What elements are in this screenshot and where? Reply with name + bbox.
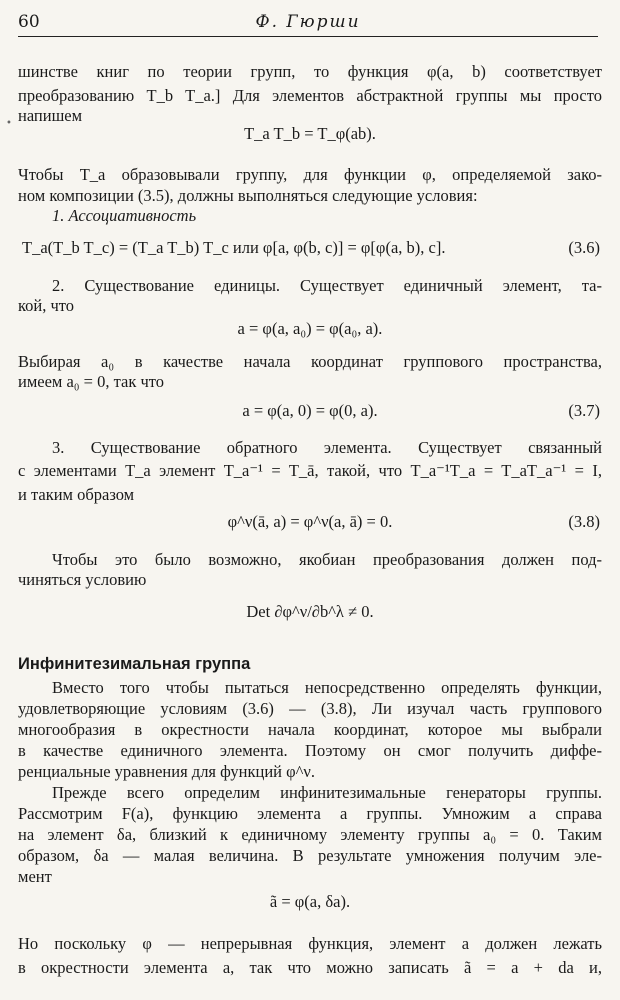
margin-mark: • <box>6 118 12 129</box>
text-line: 2. Существование единицы. Существует единичный элемент, та- <box>52 276 602 295</box>
page-header <box>18 10 598 37</box>
text-line: многообразия в окрестности начала координат, которое мы выбрали <box>18 720 602 739</box>
text-line: Рассмотрим F(a), функцию элемента a группы. Умножим a справа <box>18 804 602 823</box>
equation-number: (3.6) <box>568 238 600 257</box>
text-line: в качестве единичного элемента. Поэтому он смог получить диффе- <box>18 741 602 760</box>
text-line: Выбирая a₀ в качестве начала координат группового пространства, <box>18 352 602 371</box>
text-line: ренциальные уравнения для функций φ^ν. <box>18 762 315 781</box>
text-line: Но поскольку φ — непрерывная функция, элемент a должен лежать <box>18 934 602 953</box>
equation-tilde: ã = φ(a, δa). <box>269 892 351 911</box>
text-line: с элементами T_a элемент T_a⁻¹ = T_ā, такой, что T_a⁻¹T_a = T_aT_a⁻¹ = I, <box>18 461 602 480</box>
page-number: 60 <box>18 12 40 32</box>
text-line: ном композиции (3.5), должны выполняться следующие условия: <box>18 186 478 205</box>
text-line: Чтобы это было возможно, якобиан преобразования должен под- <box>52 550 602 569</box>
section-heading: Инфинитезимальная группа <box>18 655 251 673</box>
equation-unit: a = φ(a, a₀) = φ(a₀, a). <box>237 319 383 338</box>
equation-37: a = φ(a, 0) = φ(0, a). <box>242 401 378 420</box>
equation-determinant: Det ∂φ^ν/∂b^λ ≠ 0. <box>246 602 374 621</box>
text-line: и таким образом <box>18 485 135 504</box>
equation-product: T_a T_b = T_φ(ab). <box>244 124 376 143</box>
text-line: Прежде всего определим инфинитезимальные генераторы группы. <box>52 783 602 802</box>
condition-title: 1. Ассоциативность <box>52 206 197 225</box>
equation-number: (3.8) <box>568 512 600 531</box>
text-line: мент <box>18 867 52 886</box>
text-line: Чтобы T_a образовывали группу, для функции φ, определяемой зако- <box>18 165 602 184</box>
text-line: имеем a₀ = 0, так что <box>18 372 165 391</box>
text-line: удовлетворяющие условиям (3.6) — (3.8), Ли изучал часть группового <box>18 699 602 718</box>
text-line: Вместо того чтобы пытаться непосредственно определять функции, <box>52 678 602 697</box>
text-line: напишем <box>18 106 83 125</box>
text-line: шинстве книг по теории групп, то функция φ(a, b) соответствует <box>18 62 602 81</box>
equation-38: φ^ν(ā, a) = φ^ν(a, ā) = 0. <box>227 512 393 531</box>
equation-associativity: T_a(T_b T_c) = (T_a T_b) T_c или φ[a, φ(b, c)] = φ[φ(a, b), c]. <box>22 238 446 257</box>
text-line: преобразованию T_b T_a.] Для элементов абстрактной группы мы просто <box>18 86 602 105</box>
text-line: образом, δa — малая величина. В результате умножения получим эле- <box>18 846 602 865</box>
text-line: на элемент δa, близкий к единичному элементу группы a₀ = 0. Таким <box>18 825 602 844</box>
text-line: чиняться условию <box>18 570 147 589</box>
text-line: в окрестности элемента a, так что можно записать ã = a + da и, <box>18 958 602 977</box>
running-title: Ф. Гюрши <box>255 12 361 32</box>
text-line: кой, что <box>18 296 75 315</box>
equation-number: (3.7) <box>568 401 600 420</box>
text-line: 3. Существование обратного элемента. Существует связанный <box>52 438 602 457</box>
